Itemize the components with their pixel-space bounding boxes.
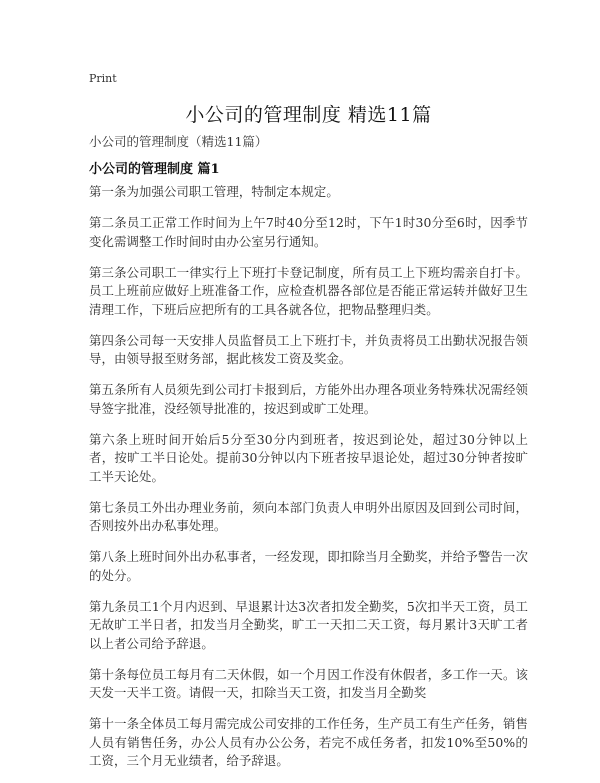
- document-subtitle: 小公司的管理制度（精选11篇）: [89, 134, 268, 149]
- paragraph-article-6: 第六条上班时间开始后5分至30分内到班者，按迟到论处，超过30分钟以上者，按旷工半日论处。提前30分钟以内下班者按早退论处，超过30分钟者按旷工半天论处。: [89, 431, 528, 484]
- paragraph-article-10: 第十条每位员工每月有二天休假，如一个月因工作没有休假者，多工作一天。该天发一天半工资。请假一天，扣除当天工资，扣发当月全勤奖: [89, 666, 528, 700]
- section-heading: 小公司的管理制度 篇1: [89, 162, 220, 177]
- document-body: [89, 183, 528, 783]
- document-title: 小公司的管理制度 精选11篇: [185, 104, 432, 126]
- paragraph-article-1: 第一条为加强公司职工管理，特制定本规定。: [89, 184, 339, 199]
- paragraph-article-2: 第二条员工正常工作时间为上午7时40分至12时，下午1时30分至6时，因季节变化需调整工作时间时由办公室另行通知。: [89, 215, 528, 249]
- paragraph-article-4: 第四条公司每一天安排人员监督员工上下班打卡，并负责将员工出勤状况报告领导，由领导报至财务部，据此核发工资及奖金。: [89, 332, 528, 366]
- paragraph-article-9: 第九条员工1个月内迟到、早退累计达3次者扣发全勤奖，5次扣半天工资，员工无故旷工半日者，扣发当月全勤奖，旷工一天扣二天工资，每月累计3天旷工者以上者公司给予辞退。: [89, 598, 528, 651]
- paragraph-article-11: 第十一条全体员工每月需完成公司安排的工作任务，生产员工有生产任务，销售人员有销售任务，办公人员有办公公务，若完不成任务者，扣发10%至50%的工资，三个月无业绩者，给予辞退。: [89, 716, 528, 768]
- paragraph-article-5: 第五条所有人员须先到公司打卡报到后，方能外出办理各项业务特殊状况需经领导签字批准，没经领导批准的，按迟到或旷工处理。: [89, 382, 528, 416]
- paragraph-article-8: 第八条上班时间外出办私事者，一经发现，即扣除当月全勤奖，并给予警告一次的处分。: [89, 549, 528, 583]
- print-link[interactable]: Print: [89, 72, 117, 85]
- paragraph-article-7: 第七条员工外出办理业务前，须向本部门负责人申明外出原因及回到公司时间，否则按外出办私事处理。: [89, 499, 528, 533]
- paragraph-article-3: 第三条公司职工一律实行上下班打卡登记制度，所有员工上下班均需亲自打卡。员工上班前应做好上班准备工作，应检查机器各部位是否能正常运转并做好卫生清理工作，下班后应把所有的工具各就各位，把物品整理归类。: [89, 264, 528, 317]
